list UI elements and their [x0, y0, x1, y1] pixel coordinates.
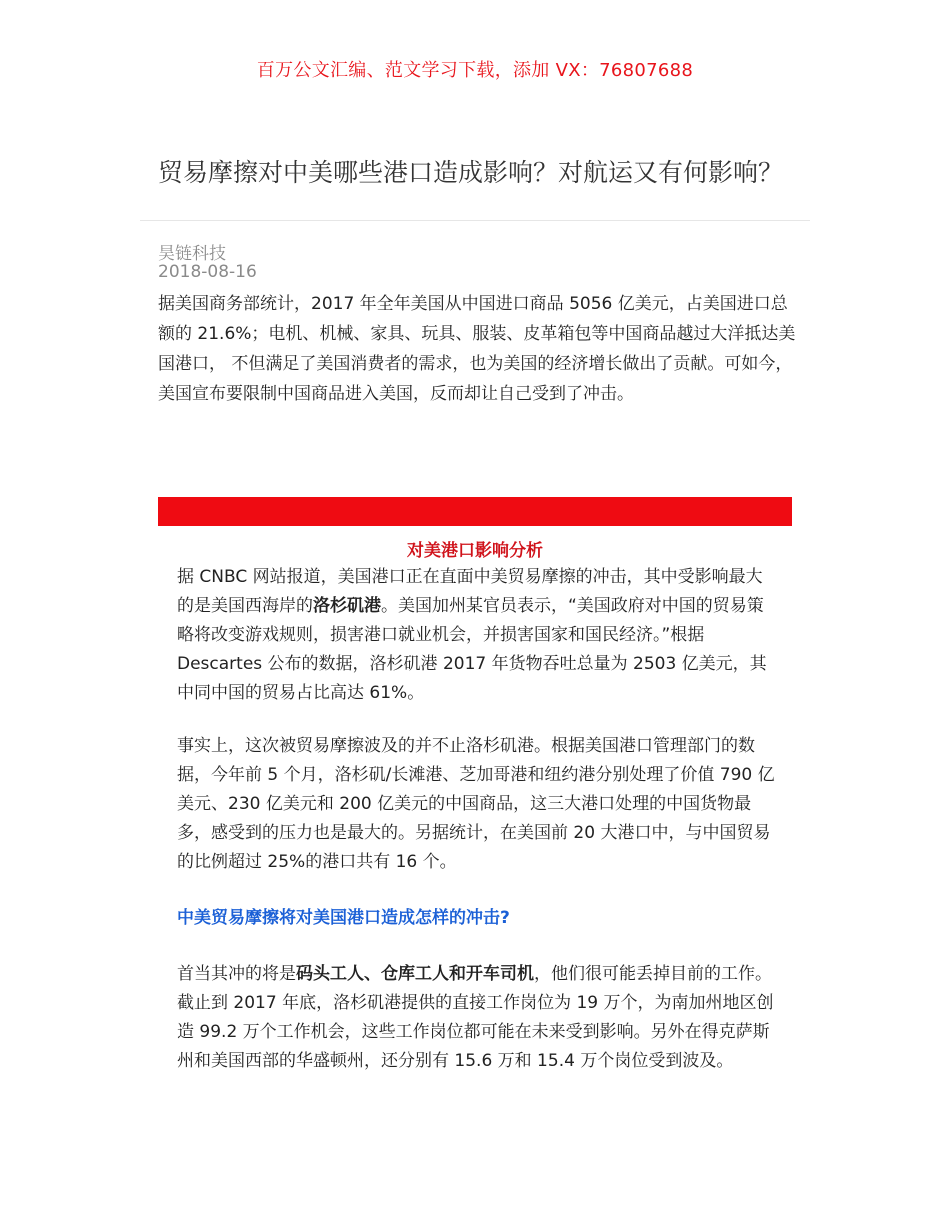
article-title: 贸易摩擦对中美哪些港口造成影响？对航运又有何影响？: [158, 157, 784, 187]
paragraph-text: 首当其冲的将是: [177, 964, 296, 984]
section-banner-bar: [158, 497, 792, 526]
article-intro: 据美国商务部统计，2017 年全年美国从中国进口商品 5056 亿美元，占美国进口总额的 21.6%；电机、机械、家具、玩具、服装、皮革箱包等中国商品越过大洋抵达美国港口， 不但满足了美国消费者的需求，也为美国的经济增长做出了贡献。可如今，美国宣布要限制中国商品进入美国，反而却让自己受到了冲击。: [158, 294, 796, 404]
highlight-workers: 码头工人、仓库工人和开车司机: [296, 964, 534, 984]
article-author: 昊链科技: [158, 244, 226, 264]
paragraph-text: 据 CNBC 网站报道，美国港口正在直面中美贸易摩擦的冲击，其中受影响最大的是美国西海岸的: [177, 567, 763, 616]
section-title: 对美港口影响分析: [407, 541, 543, 561]
highlight-port-name: 洛杉矶港: [313, 596, 381, 616]
paragraph-ports: 事实上，这次被贸易摩擦波及的并不止洛杉矶港。根据美国港口管理部门的数据，今年前 5 个月，洛杉矶/长滩港、芝加哥港和纽约港分别处理了价值 790 亿美元、230 亿美元和 200 亿美元的中国商品，这三大港口处理的中国货物最多，感受到的压力也是最大的。另据统计，在美国前 20 大港口中，与中国贸易的比例超过 25%的港口共有 16 个。: [177, 736, 775, 872]
paragraph-cnbc: [177, 563, 777, 708]
paragraph-text: ，他们很可能丢掉目前的工作。截止到 2017 年底，洛杉矶港提供的直接工作岗位为 19 万个，为南加州地区创造 99.2 万个工作机会，这些工作岗位都可能在未来受到影响。另外在得克萨斯州和美国西部的华盛顿州，还分别有 15.6 万和 15.4 万个岗位受到波及。: [177, 964, 774, 1071]
section-subheading: 中美贸易摩擦将对美国港口造成怎样的冲击?: [177, 908, 510, 928]
promo-banner: 百万公文汇编、范文学习下载，添加 VX：76807688: [256, 60, 694, 81]
title-divider: [140, 220, 810, 221]
paragraph-workers: [177, 960, 777, 1076]
article-date: 2018-08-16: [158, 262, 257, 282]
paragraph-text: 。美国加州某官员表示，“美国政府对中国的贸易策略将改变游戏规则，损害港口就业机会，并损害国家和国民经济。”根据 Descartes 公布的数据，洛杉矶港 2017 年货物吞吐总量为 2503 亿美元，其中同中国的贸易占比高达 61%。: [177, 596, 767, 703]
